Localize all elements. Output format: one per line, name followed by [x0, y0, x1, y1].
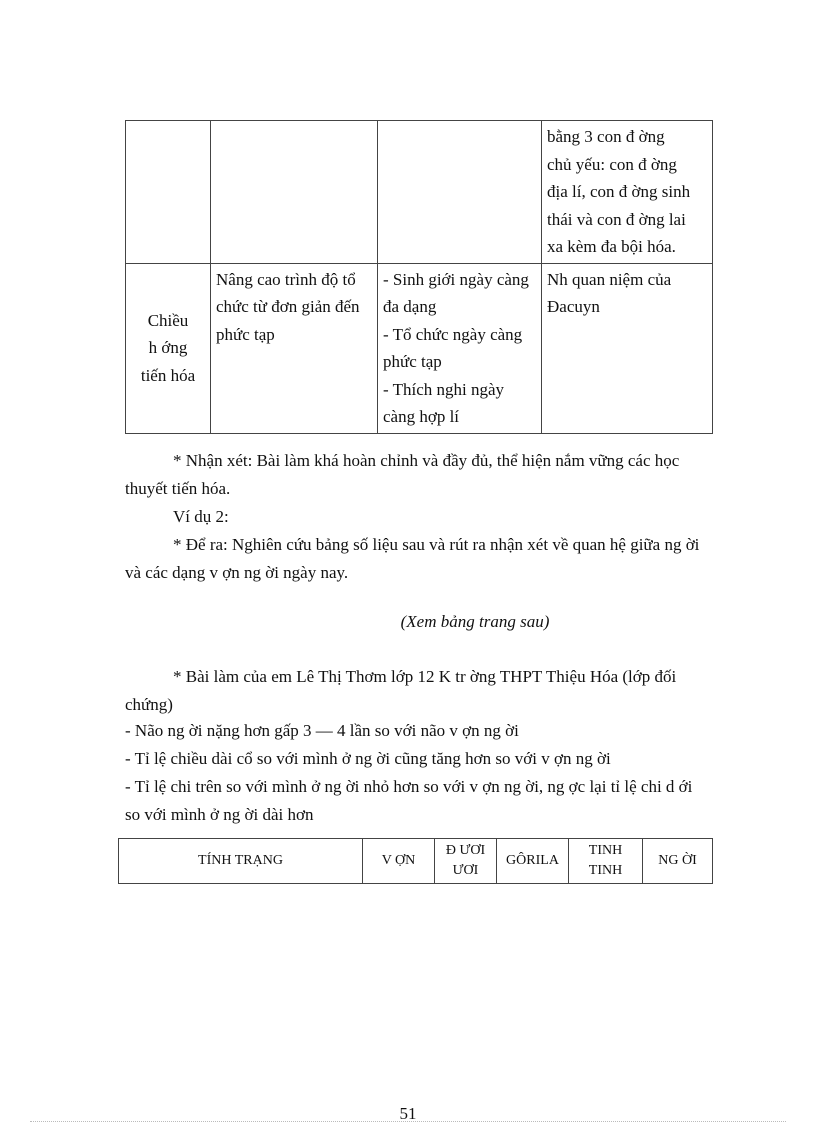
- header-cell: [569, 839, 643, 884]
- header-cell: [363, 839, 435, 884]
- cell-line: Nâng cao trình độ tổ: [216, 269, 356, 289]
- cell-line: bằng 3 con đ ờng: [547, 127, 665, 146]
- header-label: Đ ƯƠI: [445, 843, 486, 858]
- cell-line: Nh quan niệm của: [547, 269, 672, 289]
- task-paragraph: [125, 531, 715, 587]
- bullet-item: - Não ng ời nặng hơn gấp 3 — 4 lần so với não v ợn ng ời: [125, 721, 519, 740]
- header-label: TINH: [588, 863, 623, 878]
- header-label: GÔRILA: [506, 853, 559, 868]
- remark-paragraph: [125, 447, 715, 503]
- cell-line: chức từ đơn giản đến: [216, 297, 360, 316]
- cell-line: Đacuyn: [547, 297, 600, 316]
- cell-line: càng hợp lí: [383, 407, 460, 426]
- header-cell: [119, 839, 363, 884]
- cell-line: - Sinh giới ngày càng: [383, 269, 529, 289]
- bullet-item: - Tỉ lệ chiều dài cổ so với mình ở ng ời cũng tăng hơn so với v ợn ng ời: [125, 749, 611, 768]
- cell-line: đa dạng: [383, 297, 437, 316]
- table-cell: [542, 263, 713, 433]
- table-cell: [126, 121, 211, 264]
- work-paragraph: [125, 663, 715, 719]
- cell-line: địa lí, con đ ờng sinh: [547, 182, 691, 201]
- cell-line: - Tổ chức ngày càng: [383, 324, 523, 344]
- table-cell: [542, 121, 713, 264]
- remark-line: * Nhận xét: Bài làm khá hoàn chỉnh và đầy đủ, thể hiện nắm vững các học: [173, 451, 680, 470]
- work-line: * Bài làm của em Lê Thị Thơm lớp 12 K tr ờng THPT Thiệu Hóa (lớp đối: [173, 667, 677, 686]
- cell-line: chủ yếu: con đ ờng: [547, 154, 677, 174]
- comparison-table-header: [118, 838, 713, 884]
- header-cell: [643, 839, 713, 884]
- cell-line: phức tạp: [216, 324, 275, 344]
- example-heading: Ví dụ 2:: [173, 507, 229, 526]
- header-cell: [435, 839, 497, 884]
- task-line: và các dạng v ợn ng ời ngày nay.: [125, 563, 349, 582]
- table-caption: (Xem bảng trang sau): [400, 612, 550, 631]
- cell-line: - Thích nghi ngày: [383, 379, 505, 399]
- table-row: [126, 263, 713, 433]
- header-label: ƯƠI: [452, 863, 479, 878]
- footer-divider: [30, 1121, 786, 1122]
- remark-line: thuyết tiến hóa.: [125, 479, 231, 498]
- header-label: V ỢN: [381, 853, 416, 868]
- table-header-row: [119, 839, 713, 884]
- bullet-line: - Tỉ lệ chi trên so với mình ở ng ời nhỏ hơn so với v ợn ng ời, ng ợc lại tỉ lệ chi d ới: [125, 777, 693, 796]
- work-line: chứng): [125, 695, 173, 714]
- cell-line: h ớng: [148, 338, 188, 358]
- cell-line: xa kèm đa bội hóa.: [547, 237, 676, 256]
- page-number: 51: [399, 1104, 417, 1123]
- evolution-comparison-table: [125, 120, 713, 434]
- cell-line: thái và con đ ờng lai: [547, 209, 686, 229]
- cell-line: Chiều: [147, 310, 189, 330]
- table-cell: [378, 263, 542, 433]
- table-cell: [211, 263, 378, 433]
- table-cell: [378, 121, 542, 264]
- table-cell: [126, 263, 211, 433]
- task-line: * Để ra: Nghiên cứu bảng số liệu sau và rút ra nhận xét về quan hệ giữa ng ời: [173, 535, 700, 554]
- bullet-line: so với mình ở ng ời dài hơn: [125, 805, 314, 824]
- header-cell: [497, 839, 569, 884]
- header-label: TÍNH TRẠNG: [198, 853, 283, 868]
- table-row: [126, 121, 713, 264]
- header-label: NG ỜI: [658, 853, 697, 868]
- cell-line: tiến hóa: [140, 365, 196, 385]
- cell-line: phức tạp: [383, 352, 442, 371]
- bullet-item: [125, 773, 715, 829]
- header-label: TINH: [588, 843, 623, 858]
- table-cell: [211, 121, 378, 264]
